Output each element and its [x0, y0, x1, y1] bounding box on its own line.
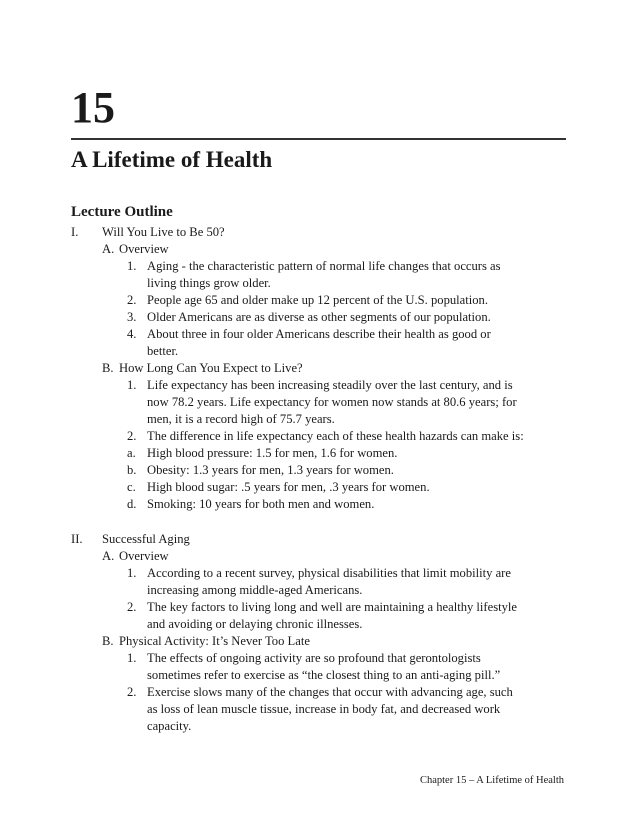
chapter-title: A Lifetime of Health [71, 147, 273, 172]
outline-marker: 4. [127, 327, 137, 341]
outline-item-text [147, 377, 566, 428]
outline-marker: 2. [127, 429, 137, 443]
outline-line: According to a recent survey, physical disabilities that limit mobility are [147, 566, 511, 580]
outline-subitem-text: High blood pressure: 1.5 for men, 1.6 for women. [147, 446, 398, 460]
outline-marker: A. [102, 549, 115, 563]
outline-subitem-text: High blood sugar: .5 years for men, .3 years for women. [147, 480, 430, 494]
outline-marker: d. [127, 497, 137, 511]
outline-item [71, 650, 566, 684]
outline-line: better. [147, 344, 179, 358]
outline-subsection-ii-a [71, 548, 566, 565]
outline-marker: 2. [127, 685, 137, 699]
outline-line: Life expectancy has been increasing steadily over the last century, and is [147, 378, 513, 392]
outline-marker: 3. [127, 310, 137, 324]
outline-line: Aging - the characteristic pattern of normal life changes that occurs as [147, 259, 501, 273]
outline-line: Exercise slows many of the changes that occur with advancing age, such [147, 685, 513, 699]
outline-item-text [147, 292, 566, 309]
outline-subsection-title: Overview [119, 549, 169, 563]
outline-subsection-ii-b [71, 633, 566, 650]
outline-line: capacity. [147, 719, 192, 733]
outline-section-title: Will You Live to Be 50? [102, 225, 225, 239]
outline-line: About three in four older Americans describe their health as good or [147, 327, 491, 341]
outline-line: sometimes refer to exercise as “the closest thing to an anti-aging pill.” [147, 668, 501, 682]
outline-line: People age 65 and older make up 12 percent of the U.S. population. [147, 293, 488, 307]
outline-marker: 1. [127, 259, 137, 273]
outline-line: living things grow older. [147, 276, 271, 290]
section-spacer [71, 513, 566, 531]
chapter-divider [71, 138, 566, 140]
outline-subsection-title: Physical Activity: It’s Never Too Late [119, 634, 310, 648]
outline-marker: B. [102, 634, 114, 648]
outline-item [71, 309, 566, 326]
outline-subitem [71, 479, 566, 496]
outline-item [71, 292, 566, 309]
outline-line: and avoiding or delaying chronic illnesses. [147, 617, 363, 631]
outline-item [71, 258, 566, 292]
outline-subitem-text: Smoking: 10 years for both men and women. [147, 497, 375, 511]
outline-line: The key factors to living long and well are maintaining a healthy lifestyle [147, 600, 518, 614]
outline-subsection-title: How Long Can You Expect to Live? [119, 361, 303, 375]
outline-item [71, 599, 566, 633]
chapter-number: 15 [71, 83, 115, 132]
outline-line: increasing among middle-aged Americans. [147, 583, 363, 597]
outline-section-ii [71, 531, 566, 548]
outline-item-text [147, 599, 566, 633]
outline-subitem-text: Obesity: 1.3 years for men, 1.3 years for women. [147, 463, 394, 477]
outline-marker: B. [102, 361, 114, 375]
outline-subsection-i-b [71, 360, 566, 377]
outline-marker: 1. [127, 651, 137, 665]
outline-subitem [71, 462, 566, 479]
outline-marker: b. [127, 463, 137, 477]
outline-subsection-title: Overview [119, 242, 169, 256]
outline-item-text [147, 309, 566, 326]
outline-marker: 1. [127, 566, 137, 580]
outline-subitem [71, 445, 566, 462]
outline-marker: I. [71, 225, 79, 239]
outline-section-i [71, 224, 566, 241]
outline-item [71, 684, 566, 735]
outline-marker: 2. [127, 600, 137, 614]
outline-item-text [147, 565, 566, 599]
outline-item [71, 428, 566, 445]
section-heading: Lecture Outline [71, 204, 173, 220]
outline-line: now 78.2 years. Life expectancy for women now stands at 80.6 years; for [147, 395, 517, 409]
outline-marker: A. [102, 242, 115, 256]
outline-line: The difference in life expectancy each of these health hazards can make is: [147, 429, 524, 443]
outline-item [71, 326, 566, 360]
page-footer: Chapter 15 – A Lifetime of Health [419, 775, 564, 786]
outline-item-text [147, 650, 566, 684]
outline-line: men, it is a record high of 75.7 years. [147, 412, 335, 426]
outline-item-text [147, 258, 566, 292]
outline-item-text [147, 428, 566, 445]
outline-marker: II. [71, 532, 83, 546]
outline-marker: 2. [127, 293, 137, 307]
outline-subitem [71, 496, 566, 513]
outline-item-text [147, 684, 566, 735]
outline-item [71, 377, 566, 428]
outline-item [71, 565, 566, 599]
outline-item-text [147, 326, 566, 360]
outline-line: The effects of ongoing activity are so profound that gerontologists [147, 651, 481, 665]
outline-line: Older Americans are as diverse as other segments of our population. [147, 310, 491, 324]
outline-subsection-i-a [71, 241, 566, 258]
lecture-outline [71, 224, 566, 735]
outline-marker: 1. [127, 378, 137, 392]
outline-line: as loss of lean muscle tissue, increase in body fat, and decreased work [147, 702, 501, 716]
outline-marker: c. [127, 480, 136, 494]
outline-marker: a. [127, 446, 136, 460]
outline-section-title: Successful Aging [102, 532, 190, 546]
